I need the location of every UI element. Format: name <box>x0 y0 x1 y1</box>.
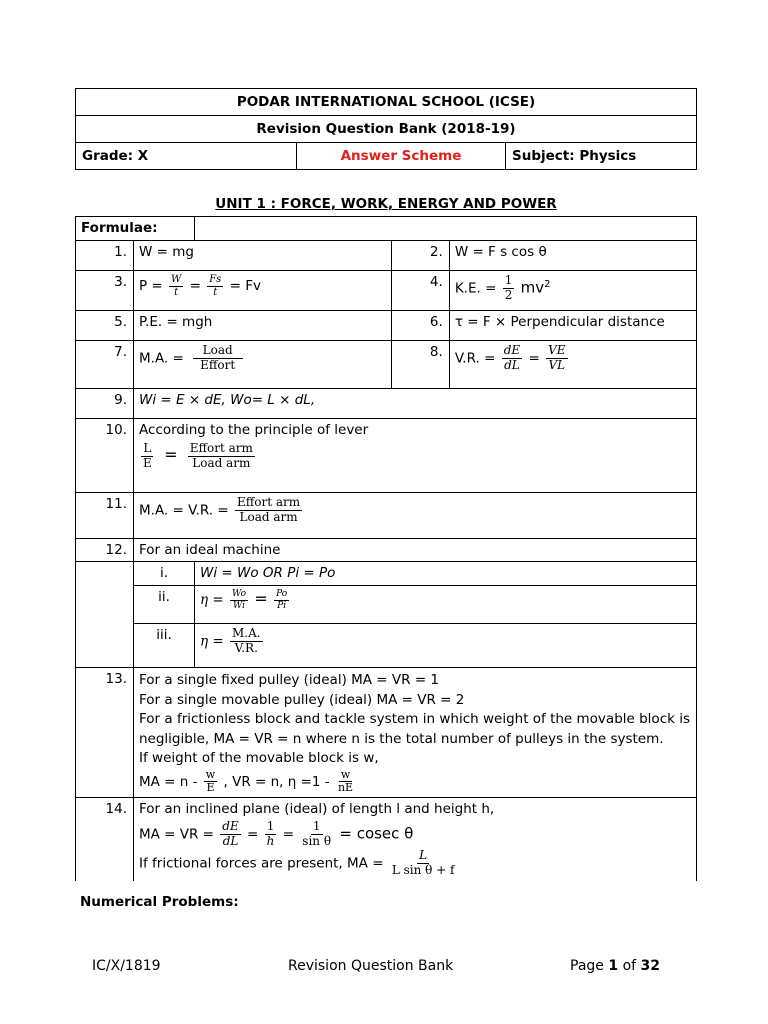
fraction-numerator: 1 <box>312 819 321 834</box>
movable-block-weight-text: If weight of the movable block is w, <box>139 750 379 766</box>
eta-lhs: η = <box>200 633 224 650</box>
fraction-denominator: E <box>143 455 152 470</box>
cosec-result: = cosec θ <box>339 824 414 843</box>
row-number: 6. <box>391 311 449 341</box>
formulae-table <box>75 216 697 881</box>
row-number: 11. <box>76 493 134 539</box>
header-table <box>75 88 697 170</box>
fraction-denominator: dL <box>504 357 520 372</box>
equals-sign: = <box>247 826 259 843</box>
fraction-denominator: nE <box>337 781 354 795</box>
row-number: 3. <box>76 271 134 311</box>
fraction <box>230 627 263 656</box>
school-name: PODAR INTERNATIONAL SCHOOL (ICSE) <box>76 89 697 116</box>
row-number: 5. <box>76 311 134 341</box>
row-number: 2. <box>391 241 449 271</box>
fraction-denominator: sin θ <box>302 834 332 849</box>
formula-power <box>134 271 392 311</box>
fraction-denominator: Load arm <box>192 455 251 470</box>
movable-pulley-text: For a single movable pulley (ideal) MA = VR = 2 <box>139 691 465 708</box>
fraction-denominator: Load arm <box>239 509 298 524</box>
fraction <box>274 589 289 611</box>
table-row <box>76 539 697 562</box>
equals-sign: = <box>164 445 178 465</box>
fraction-numerator: dE <box>222 819 239 834</box>
fraction-denominator: L sin θ + f <box>391 862 455 877</box>
ma-lhs: MA = n - <box>139 773 198 790</box>
formula-lever-principle <box>134 419 697 493</box>
formula-weight: W = mg <box>134 241 392 271</box>
table-row <box>76 419 697 493</box>
table-row <box>76 493 697 539</box>
formula-mechanical-advantage <box>134 341 392 389</box>
table-row <box>76 241 697 271</box>
table-row <box>76 624 697 668</box>
fraction-denominator: h <box>266 834 275 849</box>
ideal-work-power: Wi = Wo OR Pi = Po <box>195 562 697 586</box>
power-lhs: P = <box>139 278 163 294</box>
fraction-denominator: VL <box>548 357 566 372</box>
row-number: 8. <box>391 341 449 389</box>
row-number: 1. <box>76 241 134 271</box>
row-number: 7. <box>76 341 134 389</box>
fraction-denominator: V.R. <box>234 640 258 655</box>
fraction <box>503 274 515 303</box>
fraction <box>207 274 223 298</box>
page-total: 32 <box>640 958 660 974</box>
block-tackle-text-2: negligible, MA = VR = n where n is the total number of pulleys in the system. <box>139 730 664 747</box>
question-bank-title: Revision Question Bank (2018-19) <box>76 116 697 143</box>
ma-lhs: M.A. = <box>139 350 184 367</box>
page-current: 1 <box>608 958 619 974</box>
fraction-denominator: t <box>213 286 218 298</box>
fraction <box>300 820 333 849</box>
fraction-numerator: Effort arm <box>189 441 253 455</box>
ma-vr-lhs: M.A. = V.R. = <box>139 502 229 519</box>
table-row <box>76 797 697 880</box>
row-number: 9. <box>76 389 134 419</box>
block-tackle-text: For a frictionless block and tackle system in which weight of the movable block is <box>139 711 691 727</box>
fraction <box>235 496 302 525</box>
fraction-numerator: W <box>171 274 182 285</box>
row-number: 12. <box>76 539 134 562</box>
fraction <box>190 344 245 373</box>
page-of: of <box>622 958 637 974</box>
fraction <box>265 820 277 849</box>
ke-mv: mv <box>520 278 545 297</box>
eta-lhs: η = <box>200 592 224 608</box>
fraction-numerator: L <box>419 847 428 862</box>
formulae-label: Formulae: <box>76 217 195 241</box>
table-row <box>76 586 697 624</box>
fraction-numerator: Wo <box>232 589 247 600</box>
fraction-denominator: Effort <box>200 357 236 372</box>
fraction-denominator: 2 <box>504 287 513 302</box>
fraction <box>204 769 217 795</box>
vr-lhs: V.R. = <box>454 350 496 367</box>
subject-label: Subject: Physics <box>506 143 697 170</box>
ideal-machine-text: For an ideal machine <box>134 539 697 562</box>
footer-code: IC/X/1819 <box>92 958 161 974</box>
efficiency-ma-vr <box>195 624 697 668</box>
numerical-problems-heading: Numerical Problems: <box>80 894 239 910</box>
fraction-denominator: E <box>206 781 215 795</box>
fraction-denominator: dL <box>222 834 239 849</box>
ke-lhs: K.E. = <box>454 280 497 297</box>
fraction-denominator: Pi <box>277 600 287 611</box>
equals-sign: = <box>528 350 540 367</box>
answer-scheme-label: Answer Scheme <box>297 143 506 170</box>
table-row <box>76 271 697 311</box>
table-row <box>76 389 697 419</box>
vr-eta-text: , VR = n, η =1 - <box>223 773 330 790</box>
unit-title: UNIT 1 : FORCE, WORK, ENERGY AND POWER <box>215 196 557 212</box>
fraction-denominator: t <box>174 286 179 298</box>
sub-row-number: ii. <box>134 586 195 624</box>
fraction-numerator: Load <box>193 344 243 359</box>
inclined-plane-formulae <box>134 797 697 880</box>
row-number: 13. <box>76 668 134 798</box>
fraction <box>230 589 248 611</box>
equals-sign: = <box>254 589 268 608</box>
table-row <box>76 311 697 341</box>
fraction <box>141 442 154 471</box>
fraction <box>546 344 567 373</box>
ke-exponent: 2 <box>544 278 551 290</box>
table-row <box>76 668 697 798</box>
fraction-numerator: Fs <box>209 274 222 285</box>
formula-kinetic-energy <box>449 271 696 311</box>
grade-label: Grade: X <box>76 143 297 170</box>
formula-torque: τ = F × Perpendicular distance <box>449 311 696 341</box>
row-number: 14. <box>76 797 134 880</box>
ideal-efficiency <box>195 586 697 624</box>
equals-sign: = <box>189 278 201 294</box>
pulley-formulae <box>134 668 697 798</box>
formula-work-input-output: Wi = E × dE, Wo= L × dL, <box>134 389 697 419</box>
fraction-numerator: L <box>143 441 152 455</box>
fraction-denominator: Wi <box>233 600 246 611</box>
frictional-text: If frictional forces are present, MA = <box>139 855 384 872</box>
fraction-numerator: VE <box>548 343 566 357</box>
formula-velocity-ratio <box>449 341 696 389</box>
inclined-plane-text: For an inclined plane (ideal) of length l and height h, <box>139 800 495 817</box>
sub-row-number: i. <box>134 562 195 586</box>
row-number: 4. <box>391 271 449 311</box>
sub-row-number: iii. <box>134 624 195 668</box>
formula-ma-vr-lever <box>134 493 697 539</box>
fraction-numerator: w <box>340 767 351 781</box>
fraction-numerator: Effort arm <box>237 495 301 509</box>
fraction-numerator: Po <box>276 589 288 600</box>
fraction <box>336 769 355 795</box>
fraction <box>169 274 183 298</box>
fixed-pulley-text: For a single fixed pulley (ideal) MA = VR = 1 <box>139 672 440 688</box>
formula-work: W = F s cos θ <box>449 241 696 271</box>
equals-sign: = <box>282 826 294 843</box>
fraction-numerator: 1 <box>266 819 275 834</box>
page-prefix: Page <box>570 958 604 974</box>
footer-title: Revision Question Bank <box>288 958 454 974</box>
row-number: 10. <box>76 419 134 493</box>
fraction <box>220 820 240 849</box>
fraction <box>188 442 255 471</box>
fraction-numerator: M.A. <box>232 626 261 640</box>
power-rhs: = Fv <box>229 278 261 294</box>
fraction <box>502 344 522 373</box>
fraction-numerator: dE <box>503 343 521 357</box>
ma-vr-lhs: MA = VR = <box>139 826 214 843</box>
table-row <box>76 341 697 389</box>
fraction-numerator: w <box>205 767 216 781</box>
fraction <box>390 849 457 878</box>
formula-potential-energy: P.E. = mgh <box>134 311 392 341</box>
fraction-numerator: 1 <box>504 273 513 287</box>
table-row <box>76 562 697 586</box>
footer-page-number <box>570 958 660 974</box>
lever-principle-text: According to the principle of lever <box>139 422 369 438</box>
